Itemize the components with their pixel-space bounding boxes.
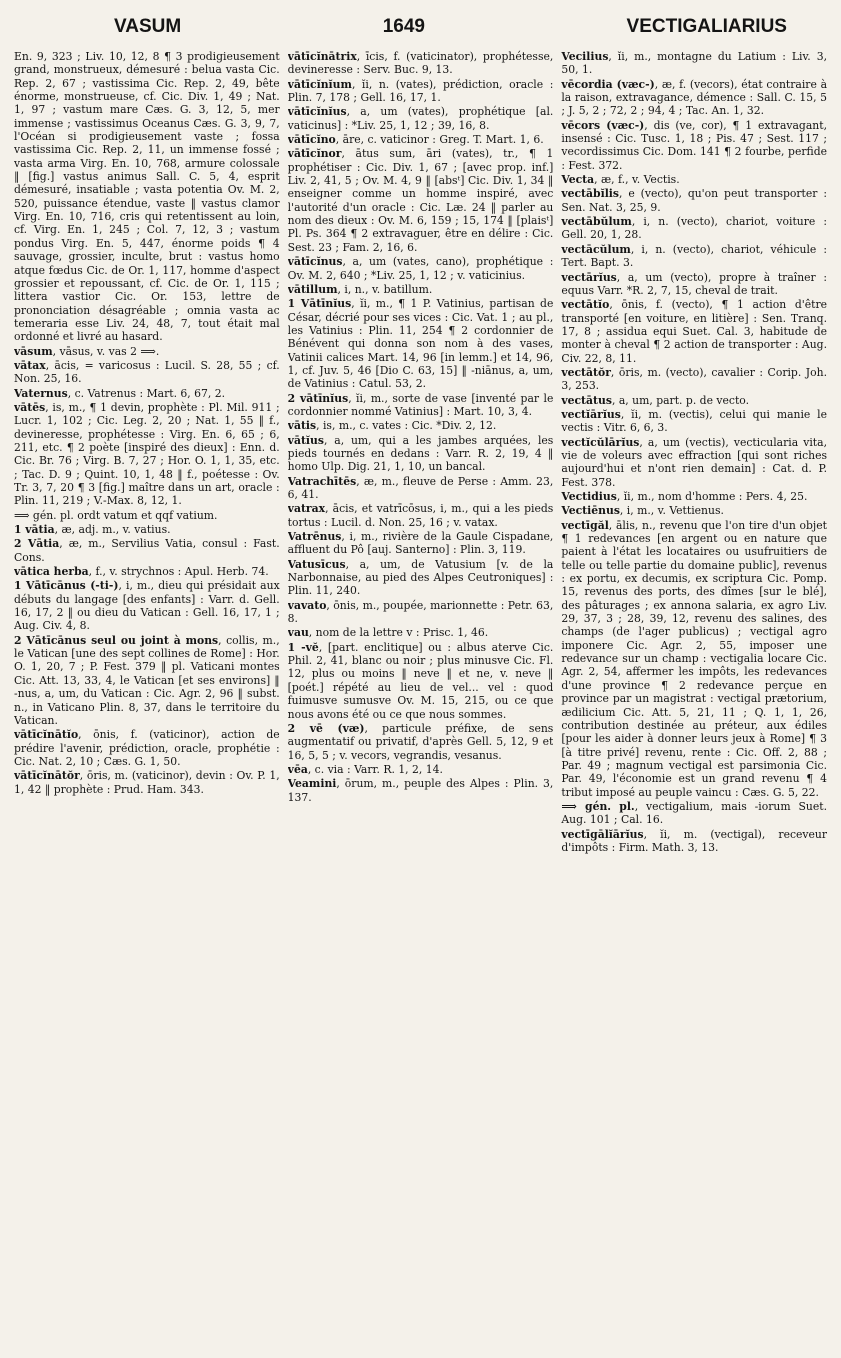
definition: , ĭi, m. (vectigal), receveur d'impôts : Firm. Math. 3, 13. [561, 827, 828, 854]
headword: Vatusīcus [287, 557, 346, 571]
dictionary-entry [14, 523, 280, 536]
dictionary-entry [561, 394, 827, 407]
dictionary-entry [561, 50, 827, 77]
definition: , īcis, f. (vaticinator), prophétesse, devineresse : Serv. Buc. 9, 13. [287, 50, 554, 77]
definition: , a, um (vecto), propre à traîner : equus Varr. *R. 2, 7, 15, cheval de trait. [561, 270, 828, 297]
definition: , [part. enclitique] ou : albus aterve Cic. Phil. 2, 41, blanc ou noir ; plus minusve Cic. Fl. 12, plus ou moins ‖ neve ‖ et ne, v. neve ‖ [poét.] répété au lieu de vel... vel : quod fuimusve sumusve Ov. M. 15, 215, ou ce que nous avons été ou ce que nous sommes. [287, 640, 554, 721]
headword: vectātŏr [561, 365, 611, 379]
definition: , a, um (vates, cano), prophétique : Ov. M. 2, 640 ; *Liv. 25, 1, 12 ; v. vaticinius. [287, 255, 554, 282]
headword: vātīcĭnĭum [287, 77, 352, 91]
page-header [14, 16, 827, 50]
headword: 1 vātia [14, 523, 55, 537]
headword: vectĭārĭus [561, 407, 621, 421]
dictionary-entry [561, 519, 827, 799]
headword: vectīgālĭārĭus [561, 827, 644, 841]
definition: , ōnis, m., poupée, marionnette : Petr. 63, 8. [287, 598, 554, 626]
headword: vēcors (væc-) [561, 118, 645, 132]
definition: , ōnis, f. (vaticinor), action de prédire l'avenir, prédiction, oracle, prophétie : Cic. Nat. 2, 10 ; Cæs. G. 1, 50. [14, 728, 280, 768]
headword: 1 Vātīcānus (-ti-) [14, 579, 119, 593]
dictionary-entry [288, 434, 554, 474]
definition: , dis (ve, cor), ¶ 1 extravagant, insensé : Cic. Tusc. 1, 18 ; Pis. 47 ; Sest. 117 ; vecordissimus Cic. Dom. 141 ¶ 2 fourbe, perfide : Fest. 372. [561, 118, 828, 172]
headword: vavato [287, 598, 327, 612]
definition: , ōnis, f. (vecto), ¶ 1 action d'être transporté [en voiture, en litière] : Sen. Tranq. 17, 8 ; assidua equi Suet. Cal. 3, habitude de monter à cheval ¶ 2 action de transporter : Aug. Civ. 22, 8, 11. [561, 298, 828, 365]
dictionary-entry [561, 173, 827, 186]
dictionary-entry [288, 133, 554, 146]
headword: vectābŭlum [561, 215, 632, 229]
definition: , a, um (vates), prophétique [al. vaticinus] : *Liv. 25, 1, 12 ; 39, 16, 8. [287, 105, 554, 132]
dictionary-entry [561, 800, 827, 827]
definition: , ĭi, m. (vectis), celui qui manie le vectis : Vitr. 6, 6, 3. [561, 407, 828, 435]
definition: , ōris, m. (vaticinor), devin : Ov. P. 1, 1, 42 ‖ prophète : Prud. Ham. 343. [14, 769, 280, 796]
definition: , a, um, de Vatusium [v. de la Narbonnaise, au pied des Alpes Ceutroniques] : Plin. 11, 240. [287, 557, 554, 598]
page-number: 1649 [382, 16, 426, 37]
dictionary-entry [14, 537, 280, 564]
dictionary-entry [288, 722, 554, 762]
headword: vectārĭus [561, 270, 617, 284]
definition: , ĭi, m., nom d'homme : Pers. 4, 25. [616, 490, 808, 503]
text-columns [14, 50, 827, 1350]
definition: , æ, m., fleuve de Perse : Amm. 23, 6, 41. [287, 474, 554, 501]
definition: , ālis, n., revenu que l'on tire d'un objet ¶ 1 redevances [en argent ou en nature que paient à l'état les locataires ou usufruitiers de telle ou telle partie du domaine public], revenus : ex portu, ex decumis, ex scriptura Cic. Pomp. 15, revenus des ports, des dîmes [sur le blé], des pâturages ; ex annona salaria, ex agro Liv. 29, 37, 3 ; 28, 39, 12, revenu des salines, des champs (de l'ager publicus) ; vectigal agro imponere Cic. Agr. 2, 55, imposer une redevance sur un champ : vectigalia locare Cic. Agr. 2, 54, affermer les impôts, les redevances d'une province ¶ 2 redevance perçue en province par un magistrat : vectigal prætorium, ædilicium Cic. Att. 5, 21, 11 ; Q. 1, 1, 26, contribution destinée au préteur, aux édiles [pour les aider à donner leurs jeux à Rome] ¶ 3 [à titre privé] revenu, rente : Cic. Off. 2, 88 ; Par. 49 ; magnum vectigal est parsimonia Cic. Par. 49, l'économie est un grand revenu ¶ 4 tribut imposé au peuple vaincu : Cæs. G. 5, 22. [561, 518, 828, 799]
headword: 2 Vātia [14, 537, 60, 551]
definition: , a, um, part. p. de vecto. [611, 393, 750, 407]
definition: , ĭi, m., montagne du Latium : Liv. 3, 50, 1. [561, 50, 828, 77]
header-right-guideword: VECTIGALIARIUS [626, 16, 787, 37]
headword: Vecilius [561, 50, 609, 63]
dictionary-entry [288, 626, 554, 639]
dictionary-entry: ⟹ gén. pl. ordt vatum et qqf vatium. [14, 508, 218, 522]
definition: , ĭi, n. (vates), prédiction, oracle : Plin. 7, 178 ; Gell. 16, 17, 1. [287, 77, 554, 105]
definition: , æ, m., Servilius Vatia, consul : Fast. Cons. [14, 537, 280, 564]
definition: , æ, f. (vecors), état contraire à la raison, extravagance, démence : Sall. C. 15, 5 ; J. 5, 2 ; 72, 2 ; 94, 4 ; Tac. An. 1, 32. [561, 77, 828, 118]
definition: , c. Vatrenus : Mart. 6, 67, 2. [67, 386, 226, 400]
dictionary-entry [561, 408, 827, 435]
dictionary-entry [14, 565, 280, 578]
definition: , āre, c. vaticinor : Greg. T. Mart. 1, 6. [335, 133, 544, 147]
definition: , a, um (vectis), vecticularia vita, vie de voleurs avec effraction [qui sont riches aujourd'hui et n'ont rien demain] : Cat. d. P. Fest. 378. [561, 435, 828, 489]
dictionary-entry [288, 777, 554, 804]
definition: , æ, f., v. Vectis. [594, 173, 680, 187]
headword: vātīcĭnātŏr [14, 769, 80, 783]
dictionary-entry [561, 119, 827, 172]
headword: vectābĭlis [561, 187, 619, 201]
dictionary-entry [288, 530, 554, 557]
headword: Vectidius [561, 490, 617, 503]
definition: , ōris, m. (vecto), cavalier : Corip. Joh. 3, 253. [561, 365, 828, 393]
definition: , i, m., v. Vettienus. [619, 504, 724, 518]
dictionary-entry [288, 475, 554, 502]
definition: , i, n. (vecto), chariot, véhicule : Tert. Bapt. 3. [561, 242, 828, 270]
headword: vatrax [287, 502, 326, 516]
headword: vātax [14, 358, 46, 372]
headword: vectācŭlum [561, 242, 631, 256]
definition: , i, n. (vecto), chariot, voiture : Gell. 20, 1, 28. [561, 215, 828, 242]
dictionary-entry [561, 828, 827, 855]
dictionary-entry [561, 243, 827, 270]
definition: , ācis, et vatrīcōsus, i, m., qui a les pieds tortus : Lucil. d. Non. 25, 16 ; v. vatax. [287, 502, 554, 529]
dictionary-entry [14, 728, 280, 768]
headword: 1 -vĕ [287, 640, 319, 654]
definition: , collis, m., le Vatican [une des sept collines de Rome] : Hor. O. 1, 20, 7 ; P. Fest. 379 ‖ pl. Vaticani montes Cic. Att. 13, 33, 4, le Vatican [et ses environs] ‖ -nus, a, um, du Vatican : Cic. Agr. 2, 96 ‖ subst. n., in Vaticano Plin. 8, 37, dans le territoire du Vatican. [14, 633, 280, 727]
headword: vātillum [287, 282, 338, 296]
headword: Vatrēnus [287, 530, 342, 544]
headword: Vatrachītēs [287, 474, 357, 488]
dictionary-entry [288, 50, 554, 77]
definition: , ĭi, m., sorte de vase [inventé par le cordonnier nommé Vatinius] : Mart. 10, 3, 4. [287, 391, 554, 418]
definition: , ōrum, m., peuple des Alpes : Plin. 3, 137. [287, 777, 554, 804]
headword: vectīgăl [561, 518, 609, 532]
headword: vātis [287, 419, 317, 433]
headword: vātēs [14, 400, 46, 414]
definition: , i, m., dieu qui présidait aux débuts du langage [des enfants] : Varr. d. Gell. 16, 17, 2 ‖ ou dieu du Vatican : Gell. 16, 17, 1 ; Aug. Civ. 4, 8. [14, 579, 280, 633]
headword: vāsum [14, 344, 53, 358]
dictionary-entry [288, 641, 554, 721]
definition: , particule préfixe, de sens augmentatif ou privatif, d'après Gell. 5, 12, 9 et 16, 5, 5 ; v. vecors, vegrandis, vesanus. [287, 721, 554, 762]
definition: , ātus sum, āri (vates), tr., ¶ 1 prophétiser : Cic. Div. 1, 67 ; [avec prop. inf.] Liv. 2, 41, 5 ; Ov. M. 4, 9 ‖ [absᵗ] Cic. Div. 1, 34 ‖ enseigner comme un homme inspiré, avec l'autorité d'un oracle : Cic. Læ. 24 ‖ parler au nom des dieux : Ov. M. 6, 159 ; 15, 174 ‖ [plaisᵗ] Pl. Ps. 364 ¶ 2 extravaguer, être en délire : Cic. Sest. 23 ; Fam. 2, 16, 6. [287, 147, 554, 254]
headword: vēcordia (væc-) [561, 77, 655, 91]
dictionary-entry [14, 345, 280, 358]
headword: vātica herba [14, 565, 89, 579]
definition: , a, um, qui a les jambes arquées, les pieds tournés en dedans : Varr. R. 2, 19, 4 ‖ homo Ulp. Dig. 21, 1, 10, un bancal. [287, 433, 554, 474]
dictionary-entry [561, 504, 827, 517]
headword: 2 vē (væ) [287, 721, 365, 735]
headword: vātīcĭno [287, 133, 336, 147]
dictionary-entry [14, 359, 280, 386]
definition: , i, n., v. batillum. [337, 282, 433, 296]
definition: , is, m., ¶ 1 devin, prophète : Pl. Mil. 911 ; Lucr. 1, 102 ; Cic. Leg. 2, 20 ; Nat. 1, 55 ‖ f., devineresse, prophétesse : Virg. En. 6, 65 ; 6, 211, etc. ¶ 2 poète [inspiré des dieux] : Enn. d. Cic. Br. 76 ; Virg. B. 7, 27 ; Hor. O. 1, 1, 35, etc. ; Tac. D. 9 ; Quint. 10, 1, 48 ‖ f., poétesse : Ov. Tr. 3, 7, 20 ¶ 3 [fig.] maître dans un art, oracle : Plin. 11, 219 ; V.-Max. 8, 12, 1. [14, 400, 280, 508]
dictionary-entry [288, 763, 554, 776]
definition: , ĭi, m., ¶ 1 P. Vatinius, partisan de César, décrié pour ses vices : Cic. Vat. 1 ; au pl., les Vatinius : Plin. 11, 254 ¶ 2 cordonnier de Bénévent qui donna son nom à des vases, Vatinii calices Mart. 14, 96 [in lemm.] et 14, 96, 1, cf. Juv. 5, 46 [Dio C. 63, 15] ‖ -niānus, a, um, de Vatinius : Catul. 53, 2. [287, 297, 554, 391]
dictionary-entry [561, 78, 827, 118]
dictionary-entry [14, 579, 280, 632]
headword: Vaternus [14, 386, 68, 400]
dictionary-entry [288, 283, 554, 296]
dictionary-entry [561, 436, 827, 489]
headword: vectātĭo [561, 298, 610, 312]
headword: 1 Vātīnĭus [287, 297, 352, 311]
dictionary-entry [288, 502, 554, 529]
dictionary-entry [14, 634, 280, 727]
headword: vātĭus [287, 433, 324, 447]
dictionary-entry [288, 599, 554, 626]
dictionary-entry [561, 366, 827, 393]
headword: 2 vātīnĭus [287, 391, 349, 405]
definition: , æ, adj. m., v. vatius. [54, 523, 171, 537]
definition: , f., v. strychnos : Apul. Herb. 74. [88, 565, 269, 579]
column-left [14, 50, 280, 1350]
headword: 2 Vātīcānus seul ou joint à mons [14, 633, 219, 647]
dictionary-entry [561, 215, 827, 242]
headword: vectĭcŭlārĭus [561, 435, 640, 449]
dictionary-entry [14, 769, 280, 796]
column-right [561, 50, 827, 1350]
definition: , vāsus, v. vas 2 ⟹. [52, 344, 160, 358]
headword: vātīcĭnātĭo [14, 728, 79, 742]
dictionary-entry [288, 147, 554, 254]
headword: vau [287, 626, 309, 640]
dictionary-entry [288, 255, 554, 282]
column-middle [288, 50, 554, 1350]
definition: , vectigalium, mais -iorum Suet. Aug. 101 ; Cal. 16. [561, 799, 828, 827]
headword: vātīcĭnor [287, 147, 342, 161]
headword: ⟹ gén. pl. [561, 799, 635, 813]
headword: vectātus [561, 393, 612, 407]
definition: , e (vecto), qu'on peut transporter : Sen. Nat. 3, 25, 9. [561, 187, 828, 214]
definition: , c. via : Varr. R. 1, 2, 14. [307, 762, 443, 776]
dictionary-entry [288, 419, 554, 432]
dictionary-entry [288, 297, 554, 390]
dictionary-entry [288, 78, 554, 105]
dictionary-entry [561, 490, 827, 503]
dictionary-entry [561, 187, 827, 214]
dictionary-entry [561, 298, 827, 365]
headword: Vectiēnus [561, 504, 620, 518]
headword: vātīcĭnātrix [287, 50, 357, 63]
headword: vātīcĭnĭus [287, 105, 347, 119]
headword: Veamini [287, 777, 337, 791]
header-left-guideword: VASUM [114, 16, 182, 37]
definition: , is, m., c. vates : Cic. *Div. 2, 12. [316, 419, 497, 433]
definition: , nom de la lettre v : Prisc. 1, 46. [308, 626, 489, 640]
dictionary-entry [288, 392, 554, 419]
definition: , i, m., rivière de la Gaule Cispadane, affluent du Pô [auj. Santerno] : Plin. 3, 119. [287, 530, 554, 557]
dictionary-entry [288, 558, 554, 598]
headword: Vecta [561, 173, 595, 187]
headword: vēa [287, 762, 308, 776]
dictionary-entry [288, 105, 554, 132]
dictionary-entry: En. 9, 323 ; Liv. 10, 12, 8 ¶ 3 prodigieusement grand, monstrueux, démesuré : belua vasta Cic. Rep. 2, 67 ; vastissima Cic. Rep. 2, 49, bête énorme, monstrueuse, cf. Cic. Div. 1, 49 ; Nat. 1, 97 ; vastum mare Cæs. G. 3, 12, 5, mer immense ; vastissimus Oceanus Cæs. G. 3, 9, 7, l'Océan si prodigieusement vaste ; fossa vastissima Cic. Rep. 2, 11, un immense fossé ; vasta arma Virg. En. 10, 768, armure colossale ‖ [fig.] vastus animus Sall. C. 5, 4, esprit démesuré, insatiable ; vasta potentia Ov. M. 2, 520, puissance étendue, vaste ‖ vastus clamor Virg. En. 10, 716, cris qui retentissent au loin, cf. Virg. En. 1, 245 ; Col. 7, 12, 3 ; vastum pondus Virg. En. 5, 447, énorme poids ¶ 4 sauvage, grossier, inculte, brut : vastus homo atque fœdus Cic. de Or. 1, 117, homme d'aspect grossier et repoussant, cf. Cic. de Or. 1, 115 ; littera vastior Cic. Or. 153, lettre de prononciation désagréable ; omnia vasta ac temeraria esse Liv. 24, 48, 7, tout était mal ordonné et livré au hasard. [14, 50, 280, 344]
dictionary-entry [561, 271, 827, 298]
headword: vātīcĭnus [287, 255, 343, 269]
dictionary-entry [14, 387, 280, 400]
definition: , ācis, = varicosus : Lucil. S. 28, 55 ; cf. Non. 25, 16. [14, 358, 280, 386]
dictionary-entry [14, 401, 280, 508]
